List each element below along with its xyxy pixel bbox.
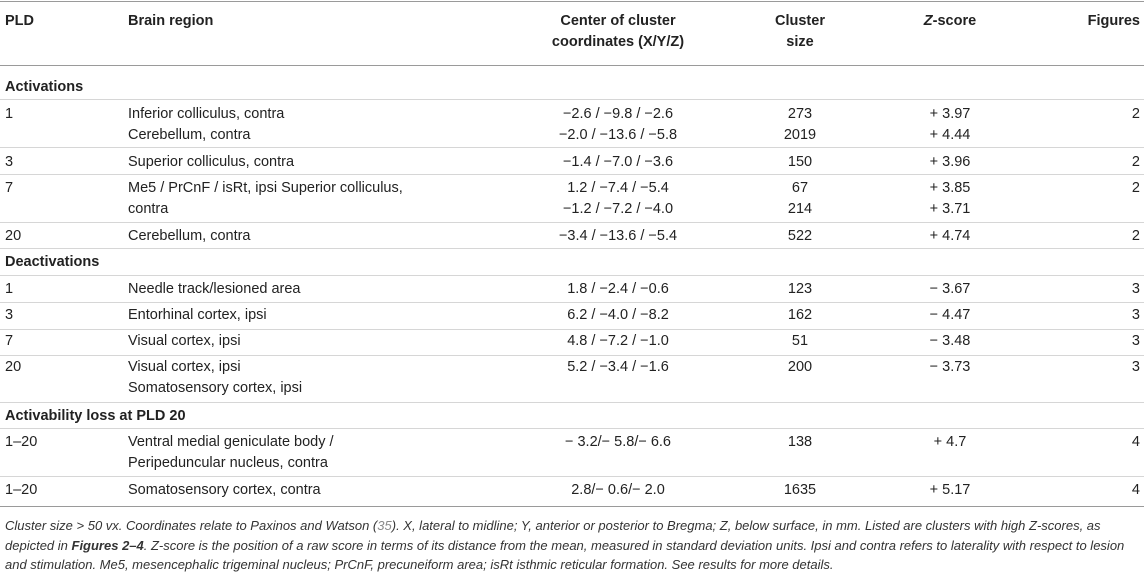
caption-reference-link[interactable]: 35 [377,518,392,533]
header-size-line2: size [786,34,814,50]
cell-coord: 2.8/− 0.6/− 2.0 [571,482,665,498]
cell-pld: 1–20 [5,434,38,450]
cell-size: 1635 [783,482,817,498]
cell-coord: −2.6 / −9.8 / −2.6 [562,106,674,122]
row-separator [0,275,1144,276]
cell-region: Entorhinal cortex, ipsi [128,307,267,323]
cell-figure: 3 [1131,281,1140,297]
caption-text-2: ). X, lateral to midline; Y, anterior or posterior to Bregma; Z, below surface, in mm. Listed are clusters with high Z-scores, as depicted in [5,518,1101,553]
cell-zscore: − 3.67 [929,281,971,297]
cell-region: Ventral medial geniculate body / [128,434,334,450]
cell-region: Visual cortex, ipsi [128,333,241,349]
cell-zscore: + 3.71 [929,201,971,217]
cell-figure: 2 [1131,180,1140,196]
row-separator [0,248,1144,249]
header-zscore [900,11,1000,32]
caption-text-3: . Z-score is the position of a raw score in terms of its distance from the mean, measured in standard deviation units. Ipsi and contra refers to laterality with respect to lesion and stimulation. Me5, mesencephalic trigeminal nucleus; PrCnF, precuneiform area; isRt isthmic reticular formation. See results for more details. [5,537,1125,572]
cell-region: Superior colliculus, contra [128,154,295,170]
cell-figure: 2 [1131,154,1140,170]
header-pld: PLD [5,13,34,29]
cell-zscore: + 4.7 [933,434,967,450]
cell-region: Cerebellum, contra [128,127,251,143]
cell-zscore: + 3.85 [929,180,971,196]
section-activations: Activations [5,79,84,95]
cell-size: 150 [787,154,813,170]
cell-figure: 2 [1131,106,1140,122]
cell-coord: −2.0 / −13.6 / −5.8 [558,127,678,143]
cell-size: 522 [787,228,813,244]
cell-size: 67 [791,180,809,196]
header-coord-line2: coordinates (X/Y/Z) [551,34,685,50]
section-activability-loss: Activability loss at PLD 20 [5,408,186,424]
cell-coord: 5.2 / −3.4 / −1.6 [567,359,669,375]
cell-pld: 1–20 [5,482,38,498]
cell-pld: 7 [5,333,14,349]
cell-zscore: + 4.74 [929,228,971,244]
cell-size: 2019 [783,127,817,143]
cell-size: 273 [787,106,813,122]
cell-size: 162 [787,307,813,323]
cell-size: 138 [787,434,813,450]
cell-zscore: − 3.48 [929,333,971,349]
cell-zscore: − 4.47 [929,307,971,323]
cell-zscore: + 4.44 [929,127,971,143]
row-separator [0,355,1144,356]
cell-coord: 6.2 / −4.0 / −8.2 [567,307,669,323]
table-header [0,0,1144,60]
cell-coord: −1.4 / −7.0 / −3.6 [562,154,674,170]
header-z-suffix: -score [932,13,977,29]
cell-pld: 3 [5,307,14,323]
header-bottom-rule [0,65,1144,66]
cell-figure: 4 [1131,434,1140,450]
cell-coord: −1.2 / −7.2 / −4.0 [562,201,674,217]
header-z-letter: Z [923,13,933,29]
row-separator [0,222,1144,223]
cell-region: Peripeduncular nucleus, contra [128,455,328,471]
cell-coord: 1.2 / −7.4 / −5.4 [567,180,669,196]
cell-zscore: + 5.17 [929,482,971,498]
caption-figures-link[interactable]: Figures 2–4 [71,537,144,553]
row-separator [0,147,1144,148]
cell-region: contra [128,201,169,217]
cell-figure: 3 [1131,359,1140,375]
cell-zscore: + 3.97 [929,106,971,122]
cell-coord: − 3.2/− 5.8/− 6.6 [564,434,672,450]
table-caption [5,516,1140,575]
section-deactivations: Deactivations [5,254,100,270]
cell-zscore: − 3.73 [929,359,971,375]
cell-size: 123 [787,281,813,297]
row-separator [0,99,1144,100]
cell-region: Needle track/lesioned area [128,281,301,297]
caption-text-1: Cluster size > 50 vx. Coordinates relate to Paxinos and Watson ( [5,518,378,533]
cell-size: 200 [787,359,813,375]
header-size-line1: Cluster [775,13,825,29]
cell-pld: 3 [5,154,14,170]
cell-region: Cerebellum, contra [128,228,251,244]
cell-pld: 20 [5,228,22,244]
cell-pld: 7 [5,180,14,196]
cell-region: Me5 / PrCnF / isRt, ipsi Superior colliculus, [128,180,403,196]
cell-region: Somatosensory cortex, ipsi [128,380,303,396]
cell-region: Somatosensory cortex, contra [128,482,321,498]
cell-figure: 4 [1131,482,1140,498]
cell-size: 51 [791,333,809,349]
row-separator [0,402,1144,403]
row-separator [0,428,1144,429]
cell-coord: 4.8 / −7.2 / −1.0 [567,333,669,349]
table-bottom-rule [0,506,1144,507]
cell-pld: 1 [5,281,14,297]
header-coord-line1: Center of cluster [560,13,676,29]
cell-size: 214 [787,201,813,217]
cell-figure: 3 [1131,307,1140,323]
header-figures: Figures [1087,13,1140,29]
cell-region: Visual cortex, ipsi [128,359,241,375]
row-separator [0,329,1144,330]
cell-coord: 1.8 / −2.4 / −0.6 [567,281,669,297]
row-separator [0,302,1144,303]
cell-pld: 20 [5,359,22,375]
cell-coord: −3.4 / −13.6 / −5.4 [558,228,678,244]
cell-zscore: + 3.96 [929,154,971,170]
cell-figure: 2 [1131,228,1140,244]
cell-pld: 1 [5,106,14,122]
cell-figure: 3 [1131,333,1140,349]
row-separator [0,174,1144,175]
cell-region: Inferior colliculus, contra [128,106,285,122]
header-region: Brain region [128,13,214,29]
row-separator [0,476,1144,477]
